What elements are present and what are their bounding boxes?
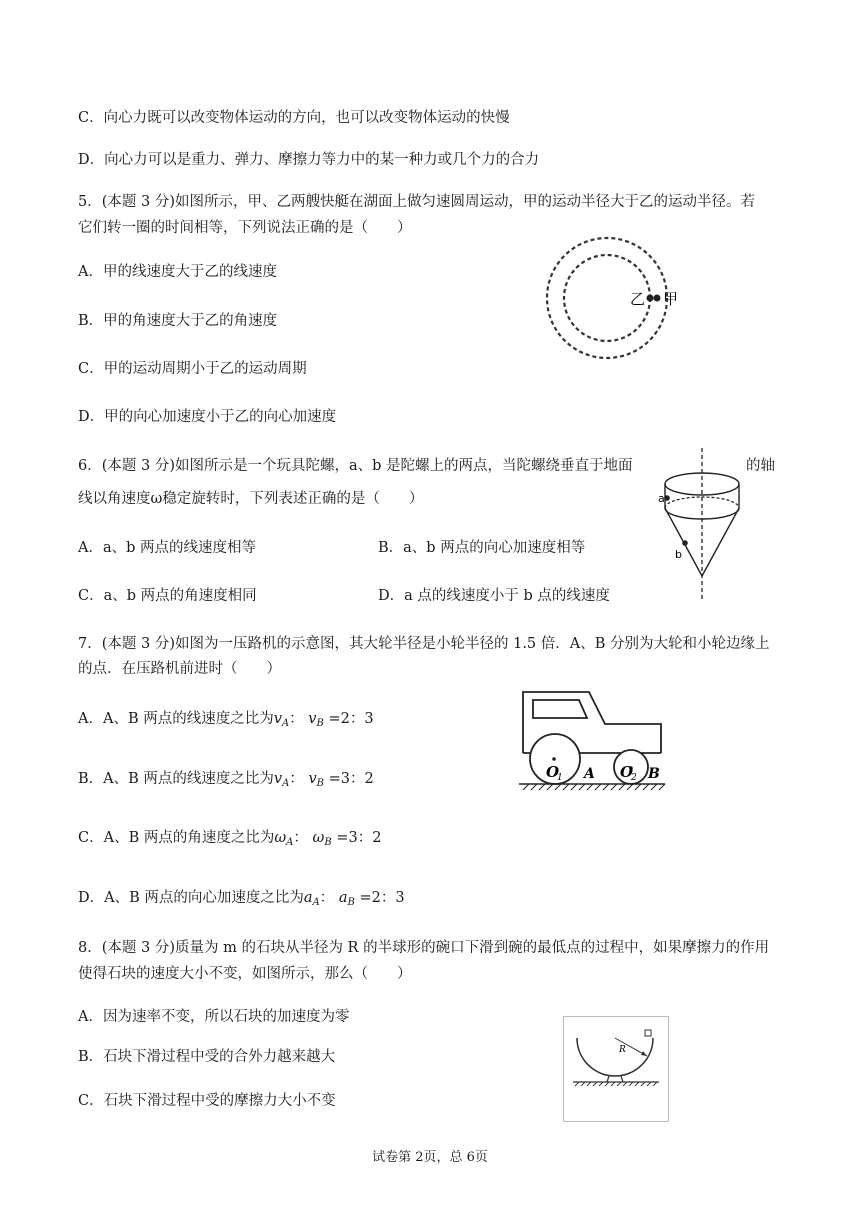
q6-stem-line1-end: 的轴	[746, 458, 775, 474]
q7-option-c: C．A、B 两点的角速度之比为$\omega_A$： $\omega_B =3$：2	[78, 830, 382, 848]
q5-stem-line1: 5．(本题 3 分)如图所示，甲、乙两艘快艇在湖面上做匀速圆周运动，甲的运动半径大于乙的运动半径。若	[78, 194, 755, 210]
q5-option-a: A．甲的线速度大于乙的线速度	[78, 264, 277, 280]
q4-option-c: C．向心力既可以改变物体运动的方向，也可以改变物体运动的快慢	[78, 110, 510, 126]
q6-option-a: A．a、b 两点的线速度相等	[78, 540, 257, 556]
q6-point-b	[682, 540, 688, 546]
q6-label-a: a	[658, 492, 665, 505]
q8-option-c: C．石块下滑过程中受的摩擦力大小不变	[78, 1093, 336, 1109]
q5-option-c: C．甲的运动周期小于乙的运动周期	[78, 361, 307, 377]
q8-option-b: B．石块下滑过程中受的合外力越来越大	[78, 1049, 336, 1065]
q8-label-r: R	[619, 1045, 626, 1055]
q7-label-o1: O	[546, 763, 560, 781]
q7-stem-line2: 的点．在压路机前进时（ ）	[78, 661, 281, 677]
q8-option-a: A．因为速率不变，所以石块的加速度为零	[78, 1009, 350, 1025]
q7-label-o2-sub: 2	[631, 773, 637, 783]
q5-stem-line2: 它们转一圈的时间相等，下列说法正确的是（ ）	[78, 220, 412, 236]
q5-boat-yi-dot	[647, 295, 654, 302]
q4-option-d: D．向心力可以是重力、弹力、摩擦力等力中的某一种力或几个力的合力	[78, 152, 540, 168]
q6-option-d: D．a 点的线速度小于 b 点的线速度	[378, 588, 610, 604]
q8-figure-bowl	[563, 1016, 669, 1122]
q6-label-b: b	[675, 548, 682, 561]
q6-point-a	[664, 495, 670, 501]
q7-label-b: B	[648, 766, 660, 782]
q7-option-b: B．A、B 两点的线速度之比为$v_A$： $v_B =3$：2	[78, 771, 374, 789]
q6-figure-top	[655, 446, 745, 606]
q7-option-d: D．A、B 两点的向心加速度之比为$a_A$： $a_B =2$：3	[78, 890, 405, 908]
q6-stem-line1: 6．(本题 3 分)如图所示是一个玩具陀螺，a、b 是陀螺上的两点，当陀螺绕垂直于地面	[78, 458, 633, 474]
q5-option-b: B．甲的角速度大于乙的角速度	[78, 313, 278, 329]
q8-stem-line2: 使得石块的速度大小不变，如图所示，那么（ ）	[78, 966, 412, 982]
q6-stem-line2: 线以角速度ω稳定旋转时，下列表述正确的是（ ）	[78, 491, 424, 507]
q5-label-jia: 甲	[663, 290, 679, 308]
q7-label-a: A	[584, 766, 595, 782]
q7-label-o2: O	[620, 763, 634, 781]
q7-option-a: A．A、B 两点的线速度之比为$v_A$： $v_B =2$：3	[78, 711, 374, 729]
q5-option-d: D．甲的向心加速度小于乙的向心加速度	[78, 409, 337, 425]
q5-label-yi: 乙	[630, 290, 646, 308]
q7-figure-road-roller	[517, 688, 677, 792]
q8-stem-line1: 8．(本题 3 分)质量为 m 的石块从半径为 R 的半球形的碗口下滑到碗的最低点的过程中，如果摩擦力的作用	[78, 940, 770, 956]
q7-label-o1-sub: 1	[557, 773, 563, 783]
q7-stem-line1: 7．(本题 3 分)如图为一压路机的示意图，其大轮半径是小轮半径的 1.5 倍．A、B 分别为大轮和小轮边缘上	[78, 636, 770, 652]
q6-option-b: B．a、b 两点的向心加速度相等	[378, 540, 586, 556]
page-footer: 试卷第 2页，总 6页	[372, 1150, 488, 1165]
q5-figure-circles	[540, 236, 690, 366]
q5-boat-jia-dot	[654, 295, 661, 302]
q6-option-c: C．a、b 两点的角速度相同	[78, 588, 257, 604]
